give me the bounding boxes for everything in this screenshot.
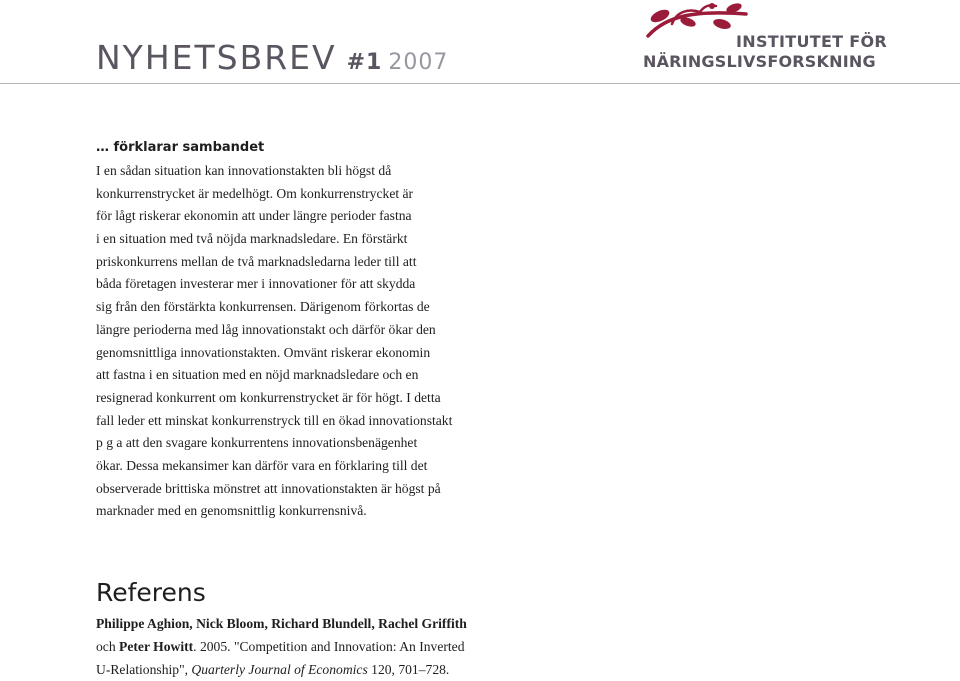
masthead-title-text: NYHETSBREV [96, 38, 337, 77]
body-line: längre perioderna med låg innovationstakt och därför ökar den [96, 321, 436, 337]
newsletter-masthead [96, 38, 448, 77]
reference-last-author: Peter Howitt [119, 639, 194, 654]
body-line: konkurrenstrycket är medelhögt. Om konkurrenstrycket är [96, 185, 414, 201]
body-line: för lågt riskerar ekonomin att under längre perioder fastna [96, 208, 412, 224]
reference-journal: Quarterly Journal of Economics [191, 662, 368, 677]
body-line: båda företagen investerar mer i innovationer för att skydda [96, 276, 416, 292]
reference-conjunction: och [96, 639, 116, 654]
body-line: p g a att den svagare konkurrentens innovationsbenägenhet [96, 435, 418, 451]
article-body [96, 160, 496, 523]
reference-line-2 [96, 635, 516, 658]
section-heading: … förklarar sambandet [96, 140, 265, 155]
reference-entry [96, 612, 516, 681]
reference-line-3 [96, 658, 516, 681]
reference-title-end: U-Relationship", [96, 662, 192, 677]
header-divider [0, 83, 960, 84]
body-line: resignerad konkurrent om konkurrenstrycket är för högt. I detta [96, 389, 441, 405]
references-heading: Referens [96, 578, 206, 607]
body-line: sig från den förstärkta konkurrensen. Därigenom förkortas de [96, 299, 430, 315]
body-line: priskonkurrens mellan de två marknadsledarna leder till att [96, 253, 417, 269]
reference-line-1 [96, 612, 516, 635]
body-line: ökar. Dessa mekansimer kan därför vara en förklaring till det [96, 457, 428, 473]
masthead-year: 2007 [388, 50, 449, 75]
logo-text-line2: NÄRINGSLIVSFORSKNING [643, 52, 876, 71]
body-line: observerade brittiska mönstret att innovationstakten är högst på [96, 480, 441, 496]
institute-logo [640, 2, 888, 74]
reference-volume-pages: 120, 701–728. [367, 662, 450, 677]
reference-title: . 2005. "Competition and Innovation: An Inverted [193, 639, 465, 654]
body-line: marknader med en genomsnittlig konkurrensnivå. [96, 503, 367, 519]
reference-authors: Philippe Aghion, Nick Bloom, Richard Blundell, Rachel Griffith [96, 616, 467, 631]
logo-text-line1: INSTITUTET FÖR [736, 32, 888, 51]
body-line: att fastna i en situation med en nöjd marknadsledare och en [96, 367, 419, 383]
body-line: genomsnittliga innovationstakten. Omvänt riskerar ekonomin [96, 344, 431, 360]
body-line: i en situation med två nöjda marknadsledare. En förstärkt [96, 231, 408, 247]
body-line: fall leder ett minskat konkurrenstryck till en ökad innovationstakt [96, 412, 453, 428]
body-line: I en sådan situation kan innovationstakten bli högst då [96, 163, 392, 178]
masthead-issue: #1 [346, 50, 383, 75]
